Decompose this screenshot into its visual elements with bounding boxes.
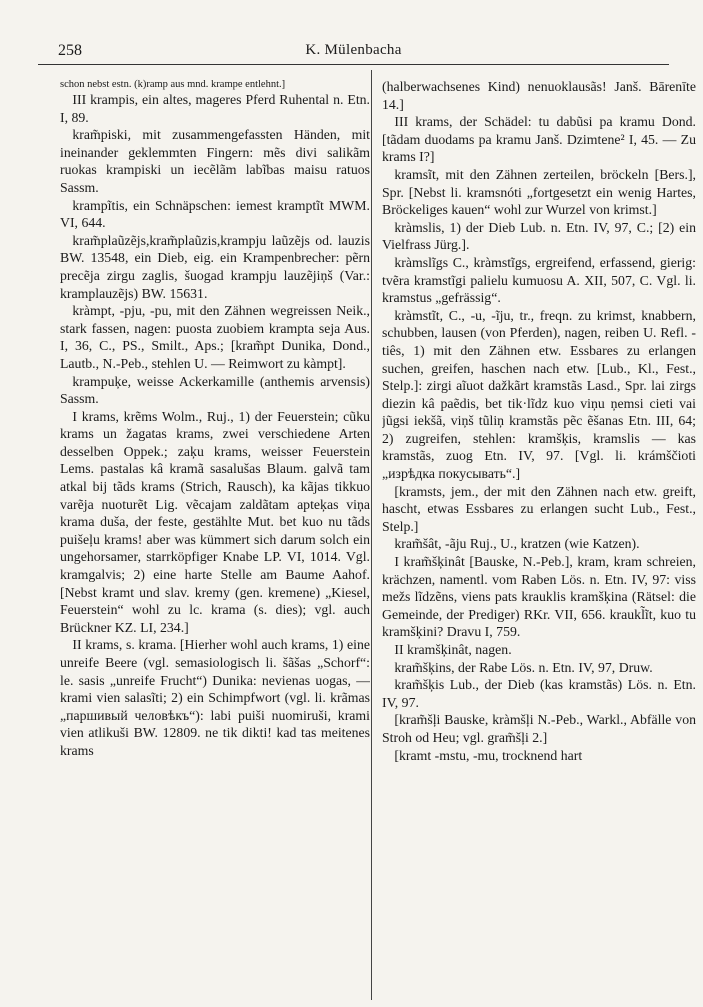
page-number: 258 <box>58 42 82 59</box>
entry: kram̃šķins, der Rabe Lös. n. Etn. IV, 97, Druw. <box>394 659 653 675</box>
entry: I kram̃šķinât [Bauske, N.-Peb.], kram, kram schreien, krächzen, namentl. vom Raben Lös. n. Etn. IV, 97: viss mežs lĩdzẽns, viens pats krauklis kramšķina (Rätsel: die Gemeinde, der Prediger) RKr. VII, 656. kraukl̃ĩt, kuo tu kramšķini? Dravu I, 759. <box>382 554 696 640</box>
left-column <box>60 78 370 998</box>
entry-continuation: schon nebst estn. (k)ramp aus mnd. krampe entlehnt.] <box>60 79 286 90</box>
running-head: K. Mülenbacha <box>305 42 402 58</box>
entry: kram̃piski, mit zusammengefassten Händen, mit ineinander geklemmten Fingern: mẽs divi salikãm ruokas krampiski un iecẽlãm labĩbas maisu ratuos Sassm. <box>60 127 370 195</box>
entry: III krams, der Schädel: tu dabũsi pa kramu Dond. [tãdam duodams pa kramu Janš. Dzimtene² I, 45. — Zu krams I?] <box>382 114 696 165</box>
entry: kràmstĩt, C., -u, -ĩju, tr., freqn. zu krimst, knabbern, schubben, lausen (von Pferden), nagen, reiben U. Refl. -tiês, 1) mit den Zähnen etw. Essbares zu erlangen suchen, greifen, haschen nach etw. [Lub., Kl., Fest., Stelp.]: zirgi aĩuot dažkãrt kramstãs Lasd., Spr. lai zirgs diezin kâ paẽdis, bet tik·lĩdz kuo viņu ņemsi cieti vai jũgsi iekšã, viņš tũliņ kramstãs pẽc ẽšanas Etn. III, 64; 2) zugreifen, stehlen: kramšķis, kramslis — kas kramstãs, zuog Etn. IV, 97. [Vgl. li. krámščioti „изрѣдка покусывать“.] <box>382 307 696 482</box>
entry: kràmslis, 1) der Dieb Lub. n. Etn. IV, 97, C.; [2) ein Vielfrass Jürg.]. <box>382 219 696 253</box>
page-header <box>38 38 669 65</box>
entry: I krams, krẽms Wolm., Ruj., 1) der Feuerstein; cũku krams un žagatas krams, zwei verschiedene Arten desselben Oppek.; zaķu krams, weisser Feuerstein Lems. pastalas kâ kramã sasalušas Blaum. galvã tam atkal bij tãds krams (Strich, Rausch), ka kãjas tikkuo varẽja nuoturẽt Lig. vẽcajam zaldãtam apteķas viņa krama duša, der feste, gestählte Mut. bet kuo nu tãds puišeļu krams! aber was kümmert sich darum solch ein ungehorsamer, starrköpfiger Knabe LP. VI, 1014. Vgl. kramgalvis; 2) eine harte Stelle am Baume Aahof. [Nebst kramt und slav. kremy (gen. kremene) „Kiesel, Feuerstein“ wohl zu lc. krama (s. dies); vgl. auch Brückner KZ. LI, 234.] <box>60 408 370 635</box>
entry: kràmslĩgs C., kràmstĩgs, ergreifend, erfassend, gierig: tvẽra kramstĩgi palielu kumuosu A. XII, 507, C. Vgl. li. kramstus „gefrässig“. <box>382 254 696 306</box>
entry: kramsĩt, mit den Zähnen zerteilen, bröckeln [Bers.], Spr. [Nebst li. kramsnóti „fortgesetzt ein wenig Hartes, Bröckeliges kauen“ wohl zur Wurzel von krimst.] <box>382 166 696 218</box>
column-divider <box>371 70 372 1000</box>
right-column <box>382 78 696 998</box>
entry-continuation: (halberwachsenes Kind) nenuoklausãs! Janš. Bārenīte 14.] <box>382 79 696 112</box>
entry: III krampis, ein altes, mageres Pferd Ruhental n. Etn. I, 89. <box>60 92 370 125</box>
entry: krampuķe, weisse Ackerkamille (anthemis arvensis) Sassm. <box>60 373 370 407</box>
entry: kram̃šķis Lub., der Dieb (kas kramstãs) Lös. n. Etn. IV, 97. <box>382 677 696 710</box>
entry: II kramšķinât, nagen. <box>394 642 512 657</box>
entry: [kramt -mstu, -mu, trocknend hart <box>394 747 583 763</box>
entry: kram̃šât, -ãju Ruj., U., kratzen (wie Katzen). <box>394 536 640 552</box>
entry: [kramsts, jem., der mit den Zähnen nach etw. greift, hascht, etwas Essbares zu erlangen sucht Lub., Fest., Stelp.] <box>382 483 696 534</box>
entry: kram̃plaũzẽjs,kram̃plaũzis,krampju laũzẽjs od. lauzis BW. 13548, ein Dieb, eig. ein Krampenbrecher: pẽrn precẽja zirgu zaglis, šuogad krampju lauzẽjiņš (Var.: kramplauzẽjs) BW. 15631. <box>60 232 370 301</box>
entry: [kram̃šļi Bauske, kràmšļi N.-Peb., Warkl., Abfälle von Stroh od Heu; vgl. gram̃šļi 2.] <box>382 712 696 745</box>
entry: II krams, s. krama. [Hierher wohl auch krams, 1) eine unreife Beere (vgl. semasiologisch li. šãšas „Schorf“: le. sasis „unreife Frucht“) Dunika: nevienas uogas, — krami vien salasĩti; 2) ein Schimpfwort (vgl. li. krãmas „паршивый человѣкъ“): labi puiši nuomiruši, krami vien atlikuši BW. 12809. ne tik dikti! kad tas meitenes krams <box>60 637 370 758</box>
entry: krampĩtis, ein Schnäpschen: iemest kramptĩt MWM. VI, 644. <box>60 197 370 231</box>
entry: kràmpt, -pju, -pu, mit den Zähnen wegreissen Neik., stark fassen, nagen: puosta zuobiem krampta seja Aus. I, 36, C., PS., Smilt., Aps.; [kram̃pt Dunika, Dond., Lautb., N.-Peb., stehlen U. — Reimwort zu kàmpt]. <box>60 303 370 371</box>
